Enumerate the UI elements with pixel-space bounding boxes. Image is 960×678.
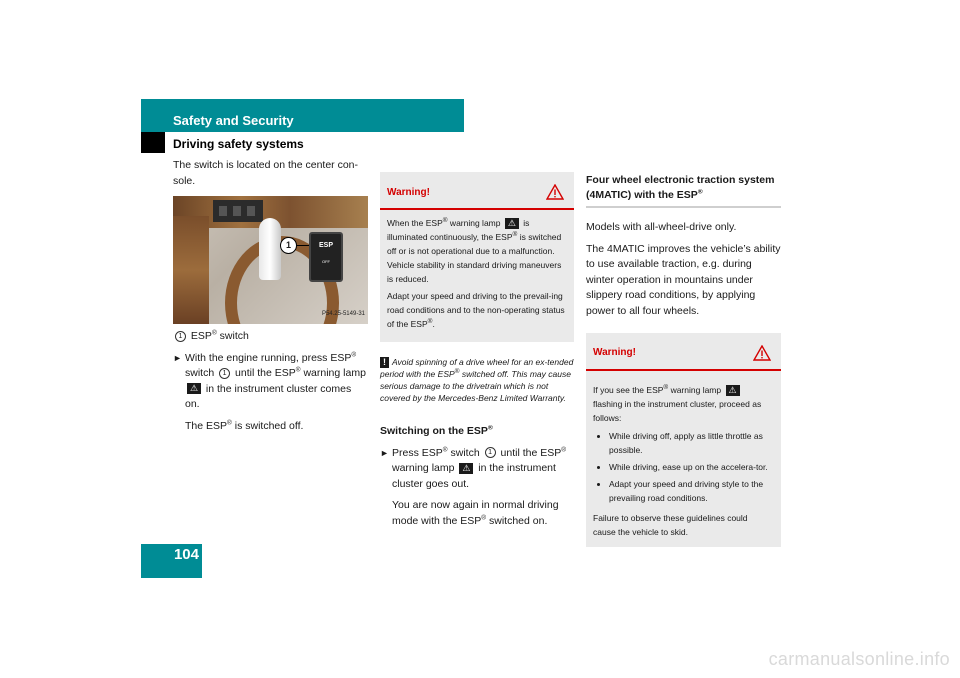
panel-button xyxy=(233,206,241,216)
intro-text: The switch is located on the center con-sole. xyxy=(173,159,359,187)
section-heading: Switching on the ESP® xyxy=(380,424,493,437)
column-1 xyxy=(173,158,368,434)
center-console-photo xyxy=(173,196,368,324)
instruction-step xyxy=(380,446,574,493)
step-text-part: Press ESP® switch xyxy=(392,446,480,459)
esp-switch-illustration xyxy=(309,232,343,282)
step-result: You are now again in normal driving mode with the ESP® switched on. xyxy=(392,499,559,527)
warning-triangle-icon xyxy=(546,184,564,200)
note-text: Avoid spinning of a drive wheel for an ex-tended period with the ESP® switched off. This may cause serious damage to the drivetrain which is not covered by the Mercedes-Benz Limited Warranty. xyxy=(380,357,574,403)
step-result: The ESP® is switched off. xyxy=(185,419,304,432)
warning-body xyxy=(586,371,781,547)
panel-button xyxy=(247,206,255,216)
warning-paragraph: Failure to observe these guidelines could cause the vehicle to skid. xyxy=(593,513,748,537)
step-text xyxy=(185,351,368,413)
step-text-part: lamp xyxy=(343,367,366,379)
step-text-part: switch xyxy=(185,367,215,379)
warning-text-part: When the ESP® warning lamp xyxy=(387,217,501,228)
callout-number: 1 xyxy=(280,237,297,254)
warning-list-item: • While driving, ease up on the accelera-tor. xyxy=(609,460,772,474)
warning-list xyxy=(593,429,772,505)
warning-header xyxy=(380,172,574,210)
caption-text: ESP® switch xyxy=(190,329,249,342)
header-marker xyxy=(141,132,165,153)
arrow-bullet-icon: ► xyxy=(380,447,389,458)
paragraph: Models with all-wheel-drive only. xyxy=(586,221,737,233)
section-heading: Four wheel electronic traction system (4MATIC) with the ESP® xyxy=(586,173,781,208)
step-text-part: in the instrument cluster goes out. xyxy=(392,462,556,490)
column-2 xyxy=(380,172,574,529)
subsection-title: Driving safety systems xyxy=(173,137,304,151)
watermark: carmanualsonline.info xyxy=(768,649,950,669)
step-text-part: until the ESP® xyxy=(500,446,567,459)
callout-number: 1 xyxy=(175,331,186,342)
wood-trim-left xyxy=(173,216,209,324)
console-panel xyxy=(213,200,263,222)
callout-line xyxy=(297,245,309,246)
callout-number: 1 xyxy=(219,368,230,379)
warning-list-item: • Adapt your speed and driving style to the prevailing road conditions. xyxy=(609,477,772,505)
step-text-part: in the instrument cluster comes on. xyxy=(185,382,352,410)
switching-on-section xyxy=(380,424,574,529)
paragraph: The 4MATIC improves the vehicle’s ability to use available traction, e.g. during winter operation in mountains under slippery road conditions, by applying power to all four wheels. xyxy=(586,242,781,317)
warning-paragraph xyxy=(387,216,565,286)
esp-warning-lamp-icon: ⚠ xyxy=(726,385,740,396)
page-number: 104 xyxy=(173,546,199,563)
step-text-part: until the ESP® warning xyxy=(235,366,341,379)
arrow-bullet-icon: ► xyxy=(173,352,182,363)
column-3 xyxy=(586,173,781,547)
section-title: Safety and Security xyxy=(173,113,294,128)
warning-header xyxy=(586,333,781,371)
warning-text-part: If you see the ESP® warning lamp xyxy=(593,384,722,395)
esp-switch-label: ESP xyxy=(318,242,333,249)
esp-warning-lamp-icon: ⚠ xyxy=(459,463,473,474)
step-text-part: With the engine running, press ESP® xyxy=(185,351,357,364)
photo-caption xyxy=(173,329,368,345)
photo-code: P54.25-5149-31 xyxy=(321,310,365,317)
esp-warning-lamp-icon: ⚠ xyxy=(505,218,519,229)
esp-switch-sublabel: OFF xyxy=(322,258,330,264)
step-text xyxy=(392,446,574,493)
warning-title: Warning! xyxy=(593,347,636,359)
warning-box xyxy=(586,333,781,547)
panel-button xyxy=(219,206,227,216)
note xyxy=(380,356,574,404)
instruction-step xyxy=(173,351,368,413)
warning-list-item: • While driving off, apply as little throttle as possible. xyxy=(609,429,772,457)
warning-paragraph xyxy=(593,383,772,425)
warning-paragraph: Adapt your speed and driving to the prevail-ing road conditions and to the non-operating status of the ESP®. xyxy=(387,291,565,329)
warning-text-part: is illuminated continuously, the ESP® is switched off or is not operational due to a malfunction. Vehicle stability in standard driving maneuvers is reduced. xyxy=(387,218,562,284)
esp-warning-lamp-icon: ⚠ xyxy=(187,383,201,394)
warning-text-part: flashing in the instrument cluster, proceed as follows: xyxy=(593,399,762,423)
step-text-part: warning lamp xyxy=(392,462,455,474)
warning-body xyxy=(380,210,574,342)
exclamation-icon: ! xyxy=(380,357,389,368)
callout-number: 1 xyxy=(485,447,496,458)
warning-triangle-icon xyxy=(753,345,771,361)
gear-selector-lever xyxy=(259,218,281,280)
warning-box xyxy=(380,172,574,342)
warning-title: Warning! xyxy=(387,186,430,198)
